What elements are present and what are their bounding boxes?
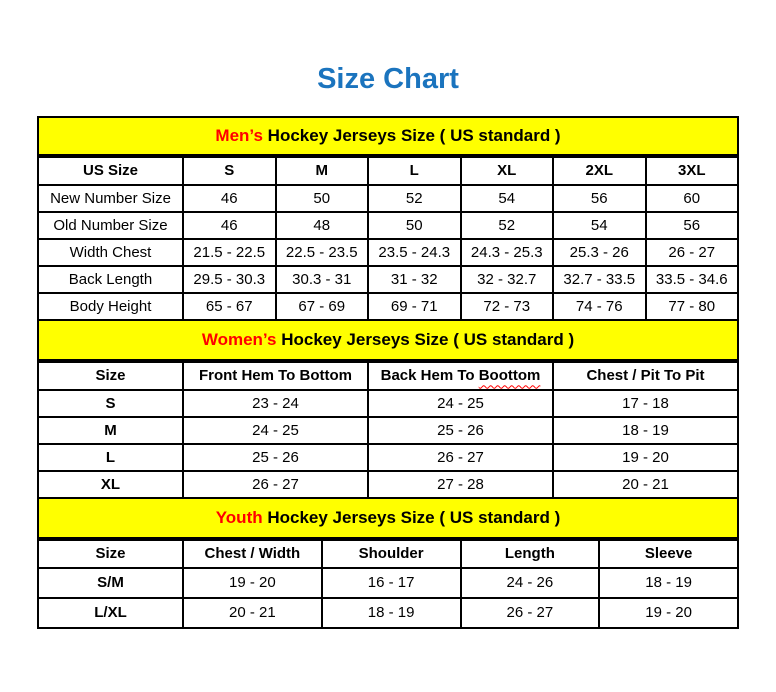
youth-band-text: Hockey Jerseys Size ( US standard ): [262, 507, 561, 527]
table-row: [38, 239, 738, 266]
youth-band-highlight: Youth: [215, 507, 263, 527]
youth-size-table: [37, 539, 739, 629]
size-cell: 74 - 76: [553, 293, 646, 320]
womens-band-text: Hockey Jerseys Size ( US standard ): [276, 329, 575, 349]
size-cell: 25 - 26: [183, 444, 368, 471]
row-label: S: [38, 390, 183, 417]
mens-size-table: [37, 156, 739, 321]
size-cell: 33.5 - 34.6: [646, 266, 739, 293]
size-cell: 52: [461, 212, 554, 239]
womens-section-band: [37, 321, 739, 361]
size-cell: 23 - 24: [183, 390, 368, 417]
table-row: [38, 293, 738, 320]
womens-column-header: Front Hem To Bottom: [183, 362, 368, 390]
mens-column-header: M: [276, 157, 369, 185]
mens-column-header: 3XL: [646, 157, 739, 185]
size-cell: 26 - 27: [646, 239, 739, 266]
mens-column-header: XL: [461, 157, 554, 185]
size-cell: 25 - 26: [368, 417, 553, 444]
size-cell: 20 - 21: [183, 598, 322, 628]
size-cell: 18 - 19: [553, 417, 738, 444]
size-cell: 22.5 - 23.5: [276, 239, 369, 266]
size-cell: 24 - 25: [183, 417, 368, 444]
womens-column-header: [368, 362, 553, 390]
table-row: [38, 471, 738, 498]
table-row: [38, 185, 738, 212]
row-label: S/M: [38, 568, 183, 598]
size-cell: 32.7 - 33.5: [553, 266, 646, 293]
size-cell: 24.3 - 25.3: [461, 239, 554, 266]
youth-column-header: Chest / Width: [183, 540, 322, 568]
row-label: L/XL: [38, 598, 183, 628]
size-cell: 19 - 20: [599, 598, 738, 628]
table-row: [38, 417, 738, 444]
youth-column-header: Shoulder: [322, 540, 461, 568]
womens-column-header: Size: [38, 362, 183, 390]
table-row: [38, 568, 738, 598]
youth-column-header: Length: [461, 540, 600, 568]
size-cell: 46: [183, 185, 276, 212]
size-cell: 24 - 26: [461, 568, 600, 598]
table-row: [38, 266, 738, 293]
row-label: Body Height: [38, 293, 183, 320]
row-label: Back Length: [38, 266, 183, 293]
size-cell: 26 - 27: [461, 598, 600, 628]
youth-column-header: Sleeve: [599, 540, 738, 568]
size-cell: 65 - 67: [183, 293, 276, 320]
header-row: [38, 362, 738, 390]
size-cell: 16 - 17: [322, 568, 461, 598]
size-cell: 23.5 - 24.3: [368, 239, 461, 266]
mens-column-header: US Size: [38, 157, 183, 185]
size-cell: 25.3 - 26: [553, 239, 646, 266]
size-cell: 29.5 - 30.3: [183, 266, 276, 293]
youth-section: [37, 499, 739, 629]
row-label: XL: [38, 471, 183, 498]
size-cell: 46: [183, 212, 276, 239]
size-cell: 26 - 27: [368, 444, 553, 471]
size-cell: 67 - 69: [276, 293, 369, 320]
size-cell: 18 - 19: [322, 598, 461, 628]
youth-section-band: [37, 499, 739, 539]
size-cell: 54: [461, 185, 554, 212]
size-cell: 19 - 20: [553, 444, 738, 471]
mens-section-band: [37, 116, 739, 156]
mens-band-text: Hockey Jerseys Size ( US standard ): [262, 125, 561, 145]
row-label: M: [38, 417, 183, 444]
womens-column-header: Chest / Pit To Pit: [553, 362, 738, 390]
mens-section: [37, 116, 739, 321]
size-cell: 72 - 73: [461, 293, 554, 320]
size-cell: 50: [368, 212, 461, 239]
mens-column-header: 2XL: [553, 157, 646, 185]
table-row: [38, 598, 738, 628]
page-title: Size Chart: [317, 63, 459, 95]
header-row: [38, 540, 738, 568]
mens-column-header: L: [368, 157, 461, 185]
row-label: Width Chest: [38, 239, 183, 266]
row-label: Old Number Size: [38, 212, 183, 239]
size-cell: 54: [553, 212, 646, 239]
size-cell: 20 - 21: [553, 471, 738, 498]
table-row: [38, 212, 738, 239]
youth-column-header: Size: [38, 540, 183, 568]
header-row: [38, 157, 738, 185]
size-cell: 48: [276, 212, 369, 239]
size-cell: 60: [646, 185, 739, 212]
womens-section: [37, 321, 739, 499]
size-cell: 18 - 19: [599, 568, 738, 598]
size-cell: 32 - 32.7: [461, 266, 554, 293]
row-label: New Number Size: [38, 185, 183, 212]
mens-column-header: S: [183, 157, 276, 185]
size-cell: 77 - 80: [646, 293, 739, 320]
womens-band-highlight: Women’s: [201, 329, 277, 349]
table-row: [38, 444, 738, 471]
row-label: L: [38, 444, 183, 471]
womens-size-table: [37, 361, 739, 499]
misspelled-word: Boottom: [478, 367, 541, 385]
size-cell: 24 - 25: [368, 390, 553, 417]
size-cell: 21.5 - 22.5: [183, 239, 276, 266]
size-cell: 30.3 - 31: [276, 266, 369, 293]
column-header-text: Back Hem To: [380, 367, 479, 385]
mens-band-highlight: Men’s: [215, 125, 263, 145]
size-cell: 69 - 71: [368, 293, 461, 320]
size-cell: 52: [368, 185, 461, 212]
size-tables: [37, 116, 739, 629]
size-cell: 19 - 20: [183, 568, 322, 598]
size-cell: 56: [553, 185, 646, 212]
size-cell: 27 - 28: [368, 471, 553, 498]
table-row: [38, 390, 738, 417]
size-cell: 26 - 27: [183, 471, 368, 498]
size-cell: 17 - 18: [553, 390, 738, 417]
size-cell: 50: [276, 185, 369, 212]
size-cell: 31 - 32: [368, 266, 461, 293]
size-cell: 56: [646, 212, 739, 239]
